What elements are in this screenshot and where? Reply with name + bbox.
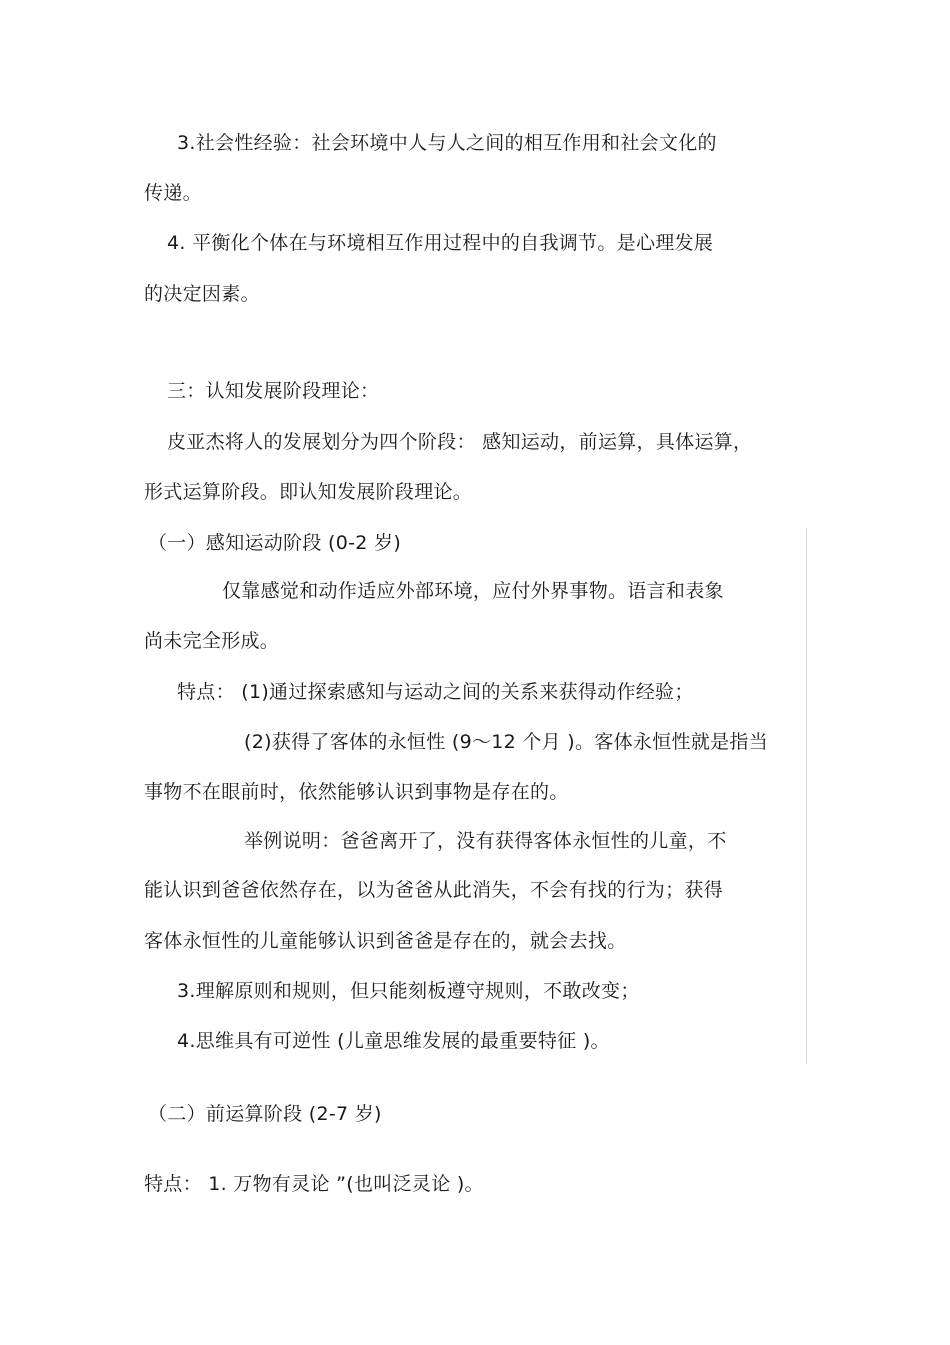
- stage-one-desc-line1: 仅靠感觉和动作适应外部环境，应付外界事物。语言和表象: [222, 580, 724, 602]
- section-three-intro-line2: 形式运算阶段。即认知发展阶段理论。: [144, 481, 473, 503]
- stage-two-heading: （二）前运算阶段 (2-7 岁): [148, 1103, 382, 1125]
- stage-one-desc-line2: 尚未完全形成。: [144, 630, 280, 652]
- stage-one-feature2-line1: (2)获得了客体的永恒性 (9～12 个月 )。客体永恒性就是指当: [244, 731, 769, 753]
- stage-one-feature1: 特点： (1)通过探索感知与运动之间的关系来获得动作经验；: [177, 681, 694, 703]
- stage-two-feature1: 特点： 1. 万物有灵论 ”(也叫泛灵论 )。: [144, 1173, 484, 1195]
- item3-line2: 传递。: [144, 182, 202, 204]
- stage-one-feature3: 3.理解原则和规则，但只能刻板遵守规则，不敢改变；: [177, 980, 640, 1002]
- stage-one-example-line1: 举例说明：爸爸离开了，没有获得客体永恒性的儿童，不: [244, 830, 727, 852]
- section-three-heading: 三：认知发展阶段理论：: [167, 380, 380, 402]
- item3-line1: 3.社会性经验：社会环境中人与人之间的相互作用和社会文化的: [177, 132, 717, 154]
- stage-one-feature2-line2: 事物不在眼前时，依然能够认识到事物是存在的。: [144, 781, 569, 803]
- section-three-intro-line1: 皮亚杰将人的发展划分为四个阶段： 感知运动，前运算，具体运算，: [167, 431, 753, 453]
- item4-line1: 4. 平衡化个体在与环境相互作用过程中的自我调节。是心理发展: [167, 232, 714, 254]
- stage-one-example-line3: 客体永恒性的儿童能够认识到爸爸是存在的，就会去找。: [144, 930, 627, 952]
- item4-line2: 的决定因素。: [144, 283, 260, 305]
- stage-one-heading: （一）感知运动阶段 (0-2 岁): [148, 532, 402, 554]
- stage-one-example-line2: 能认识到爸爸依然存在，以为爸爸从此消失，不会有找的行为；获得: [144, 879, 724, 901]
- stage-one-feature4: 4.思维具有可逆性 (儿童思维发展的最重要特征 )。: [177, 1030, 610, 1052]
- boxed-region-border: [806, 528, 807, 1064]
